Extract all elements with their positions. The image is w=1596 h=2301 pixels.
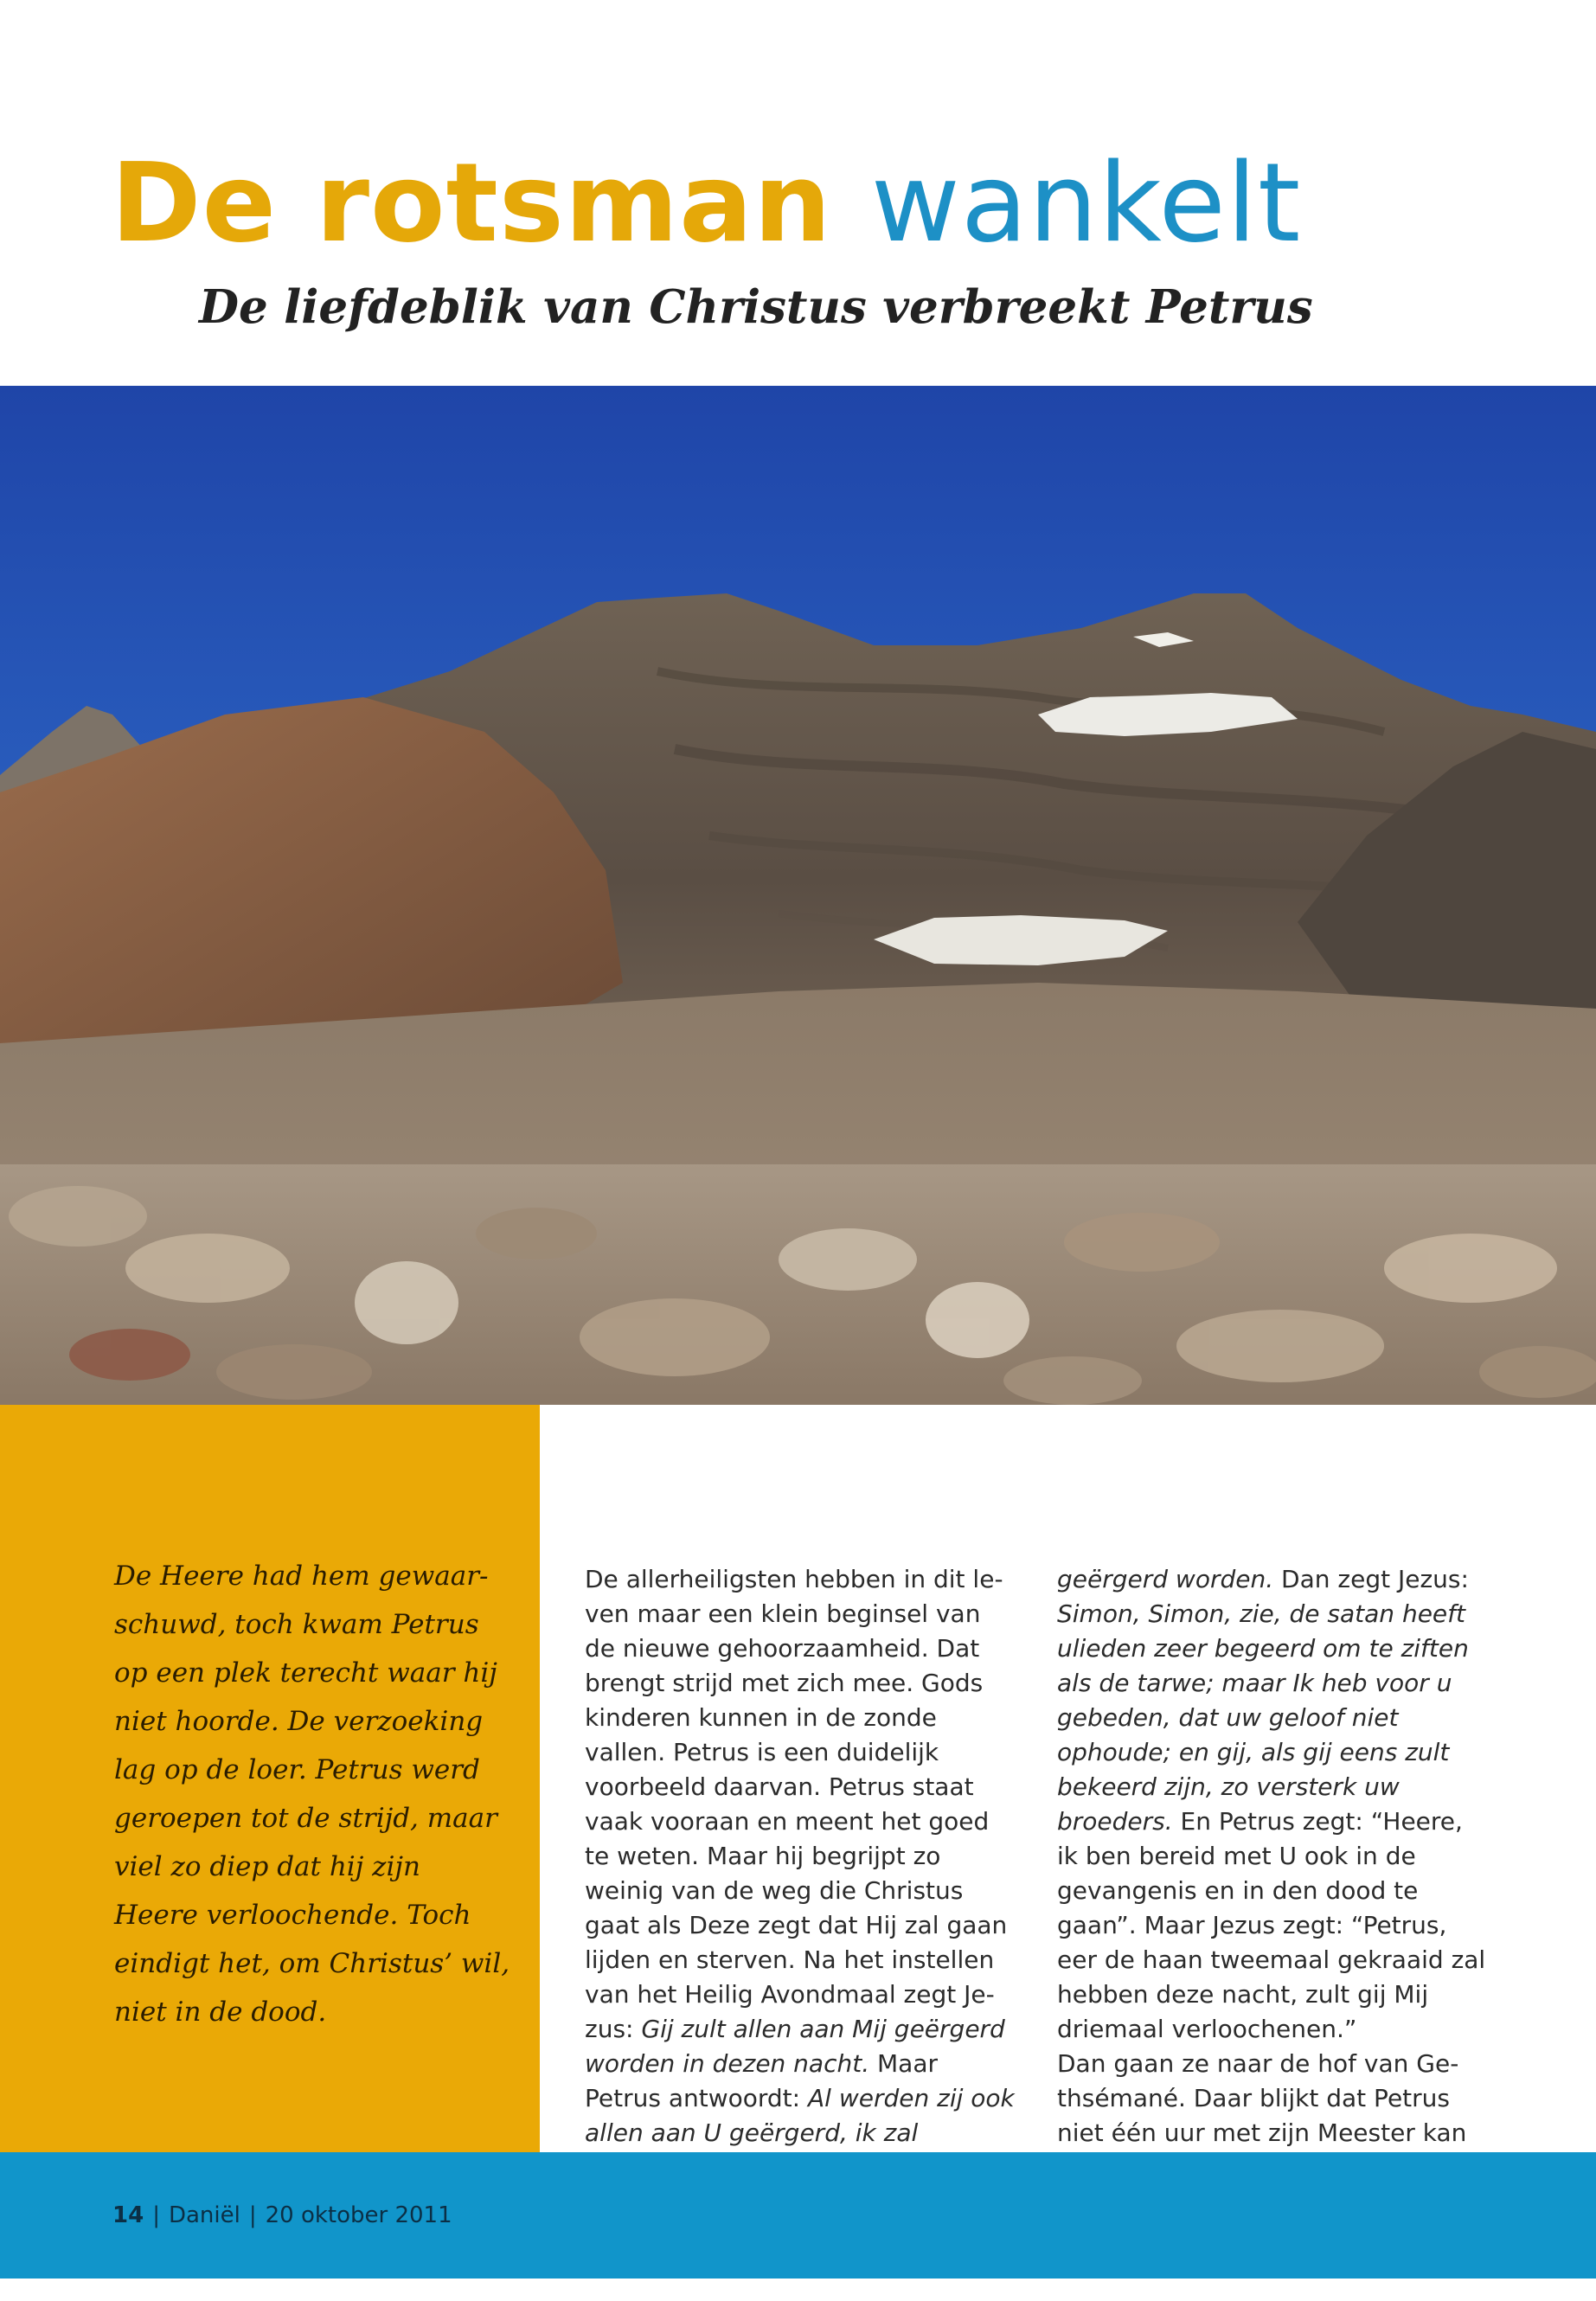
title-strong: De rotsman xyxy=(111,139,832,266)
footer-band xyxy=(0,2152,1596,2279)
footer-separator-2: | xyxy=(248,2202,257,2228)
article-subtitle: De liefdeblik van Christus verbreekt Petrus xyxy=(199,280,1313,334)
footer-separator-1: | xyxy=(152,2202,160,2228)
col2-paragraph-2: En Petrus zegt: “Heere, ik ben bereid met U ook in de gevangenis en in den dood te gaan”. Maar Jezus zegt: “Petrus, eer de haan tweemaal gekraaid zal hebben deze nacht, zult gij Mij driemaal verloochenen.” xyxy=(1057,1807,1486,2043)
body-column-1 xyxy=(585,1562,1017,2185)
footer-info xyxy=(112,2201,452,2230)
col2-quote-2: Simon, Simon, zie, de satan heeft ulieden zeer begeerd om te ziften als de tarwe; maar Ik heb voor u gebeden, dat uw geloof niet ophoude; en gij, als gij eens zult bekeerd zijn, zo versterk uw broeders. xyxy=(1057,1599,1469,1836)
col2-quote-1: geërgerd worden. xyxy=(1057,1565,1274,1593)
article-title xyxy=(111,138,1301,268)
col1-paragraph-2: Maar Petrus antwoordt: xyxy=(585,2049,938,2112)
mountain-photo-icon xyxy=(0,386,1596,1405)
hero-photo xyxy=(0,386,1596,1405)
col2-paragraph-1: Dan zegt Jezus: xyxy=(1273,1565,1469,1593)
body-column-2 xyxy=(1057,1562,1490,2150)
lead-text: De Heere had hem gewaarschuwd, toch kwam Petrus op een plek terecht waar hij niet hoorde. De verzoeking lag op de loer. Petrus werd geroepen tot de strijd, maar viel zo diep dat hij zijn Heere verloochende. Toch eindigt het, om Christus’ wil, niet in de dood. xyxy=(114,1561,510,2028)
publication-name: Daniël xyxy=(168,2202,240,2228)
col1-quote-1: Gij zult allen aan Mij geërgerd worden in dezen nacht. xyxy=(585,2015,1005,2078)
col1-quote-2: Al werden zij ook allen aan U geërgerd, ik zal xyxy=(585,2084,1015,2147)
page-number: 14 xyxy=(112,2202,144,2228)
col2-paragraph-3: Dan gaan ze naar de hof van Gethsémané. Daar blijkt dat Petrus niet één uur met zijn Meester kan xyxy=(1057,2049,1467,2147)
lead-box xyxy=(0,1405,540,2152)
title-light: wankelt xyxy=(870,139,1302,266)
col1-paragraph-1: De allerheiligsten hebben in dit leven maar een klein beginsel van de nieuwe gehoorzaamheid. Dat brengt strijd met zich mee. Gods kinderen kunnen in de zonde vallen. Petrus is een duidelijk voorbeeld daarvan. Petrus staat vaak vooraan en meent het goed te weten. Maar hij begrijpt zo weinig van de weg die Christus gaat als Deze zegt dat Hij zal gaan lijden en sterven. Na het instellen van het Heilig Avondmaal zegt Jezus: xyxy=(585,1565,1008,2043)
publication-date: 20 oktober 2011 xyxy=(265,2202,452,2228)
